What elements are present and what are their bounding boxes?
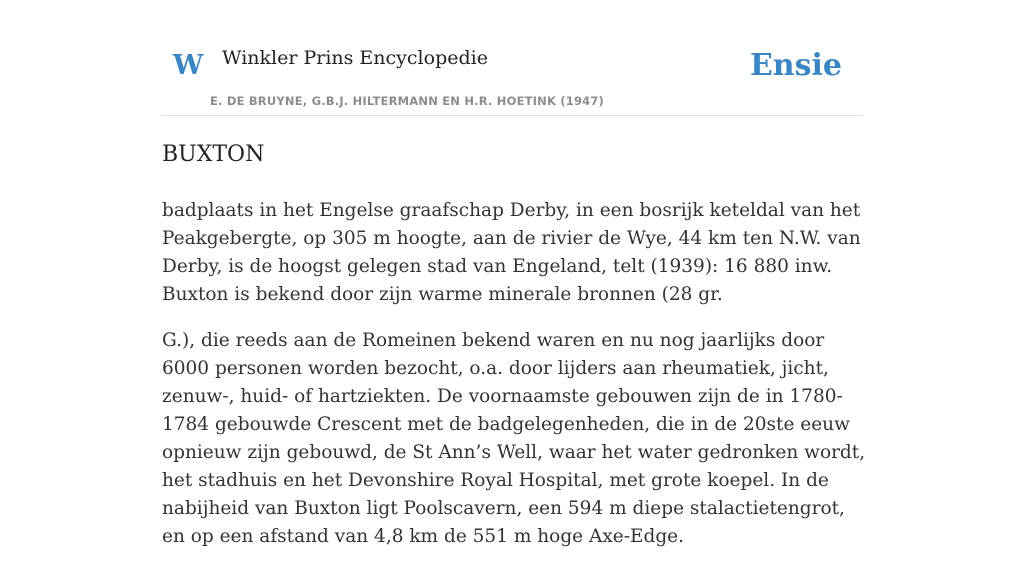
winkler-prins-logo[interactable]: W: [173, 50, 204, 81]
article: [162, 140, 867, 569]
article-title: BUXTON: [162, 142, 265, 167]
source-title[interactable]: Winkler Prins Encyclopedie: [222, 47, 488, 69]
source-header: [162, 40, 862, 116]
source-authors: E. DE BRUYNE, G.B.J. HILTERMANN EN H.R. HOETINK (1947): [210, 94, 605, 108]
ensie-logo[interactable]: Ensie: [749, 48, 842, 83]
article-paragraph: G.), die reeds aan de Romeinen bekend waren en nu nog jaarlijks door 6000 personen worden bezocht, o.a. door lijders aan rheumatiek, jicht, zenuw-, huid- of hartziekten. De voornaamste gebouwen zijn de in 1780-1784 gebouwde Crescent met de badgelegenheden, die in de 20ste eeuw opnieuw zijn gebouwd, de St Ann’s Well, waar het water gedronken wordt, het stadhuis en het Devonshire Royal Hospital, met grote koepel. In de nabijheid van Buxton ligt Poolscavern, een 594 m diepe stalactietengrot, en op een afstand van 4,8 km de 551 m hoge Axe-Edge.: [162, 330, 866, 547]
article-paragraph: badplaats in het Engelse graafschap Derby, in een bosrijk keteldal van het Peakgebergte, op 305 m hoogte, aan de rivier de Wye, 44 km ten N.W. van Derby, is de hoogst gelegen stad van Engeland, telt (1939): 16 880 inw. Buxton is bekend door zijn warme minerale bronnen (28 gr.: [162, 200, 861, 305]
